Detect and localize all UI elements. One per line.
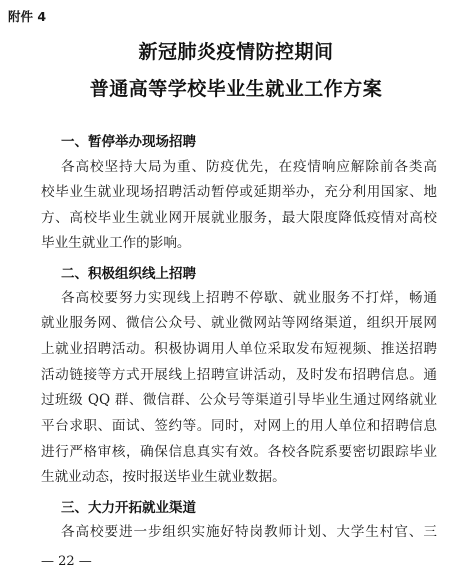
paragraph-line: 各高校坚持大局为重、防疫优先，在疫情响应解除前各类高 bbox=[61, 159, 437, 175]
section-heading-2: 二、积极组织线上招聘 bbox=[61, 266, 196, 282]
paragraph-line: 各高校要进一步组织实施好特岗教师计划、大学生村官、三 bbox=[61, 524, 437, 540]
paragraph-line: 毕业生就业工作的影响。 bbox=[41, 235, 191, 251]
paragraph-line: 生就业动态，按时报送毕业生就业数据。 bbox=[41, 469, 286, 485]
section-heading-3: 三、大力开拓就业渠道 bbox=[61, 500, 196, 516]
title-line-2: 普通高等学校毕业生就业工作方案 bbox=[89, 78, 383, 100]
section-heading-1: 一、暂停举办现场招聘 bbox=[61, 134, 196, 150]
paragraph-line: 校毕业生就业现场招聘活动暂停或延期举办，充分利用国家、地 bbox=[41, 184, 437, 200]
paragraph-line: 平台求职、面试、签约等。同时，对网上的用人单位和招聘信息 bbox=[41, 418, 437, 434]
attachment-label: 附件 4 bbox=[8, 9, 47, 24]
paragraph-line: 就业服务网、微信公众号、就业微网站等网络渠道，组织开展网 bbox=[41, 315, 437, 331]
page-number: — 22 — bbox=[41, 554, 92, 569]
paragraph-line: 方、高校毕业生就业网开展就业服务，最大限度降低疫情对高校 bbox=[41, 210, 437, 226]
title-line-1: 新冠肺炎疫情防控期间 bbox=[138, 41, 334, 63]
paragraph-line: 上就业招聘活动。积极协调用人单位采取发布短视频、推送招聘 bbox=[41, 341, 437, 357]
paragraph-line: 过班级 QQ 群、微信群、公众号等渠道引导毕业生通过网络就业 bbox=[41, 392, 437, 408]
paragraph-line: 各高校要努力实现线上招聘不停歇、就业服务不打烊，畅通 bbox=[61, 290, 437, 306]
paragraph-line: 活动链接等方式开展线上招聘宣讲活动，及时发布招聘信息。通 bbox=[41, 367, 437, 383]
paragraph-line: 进行严格审核，确保信息真实有效。各校各院系要密切跟踪毕业 bbox=[41, 444, 437, 460]
